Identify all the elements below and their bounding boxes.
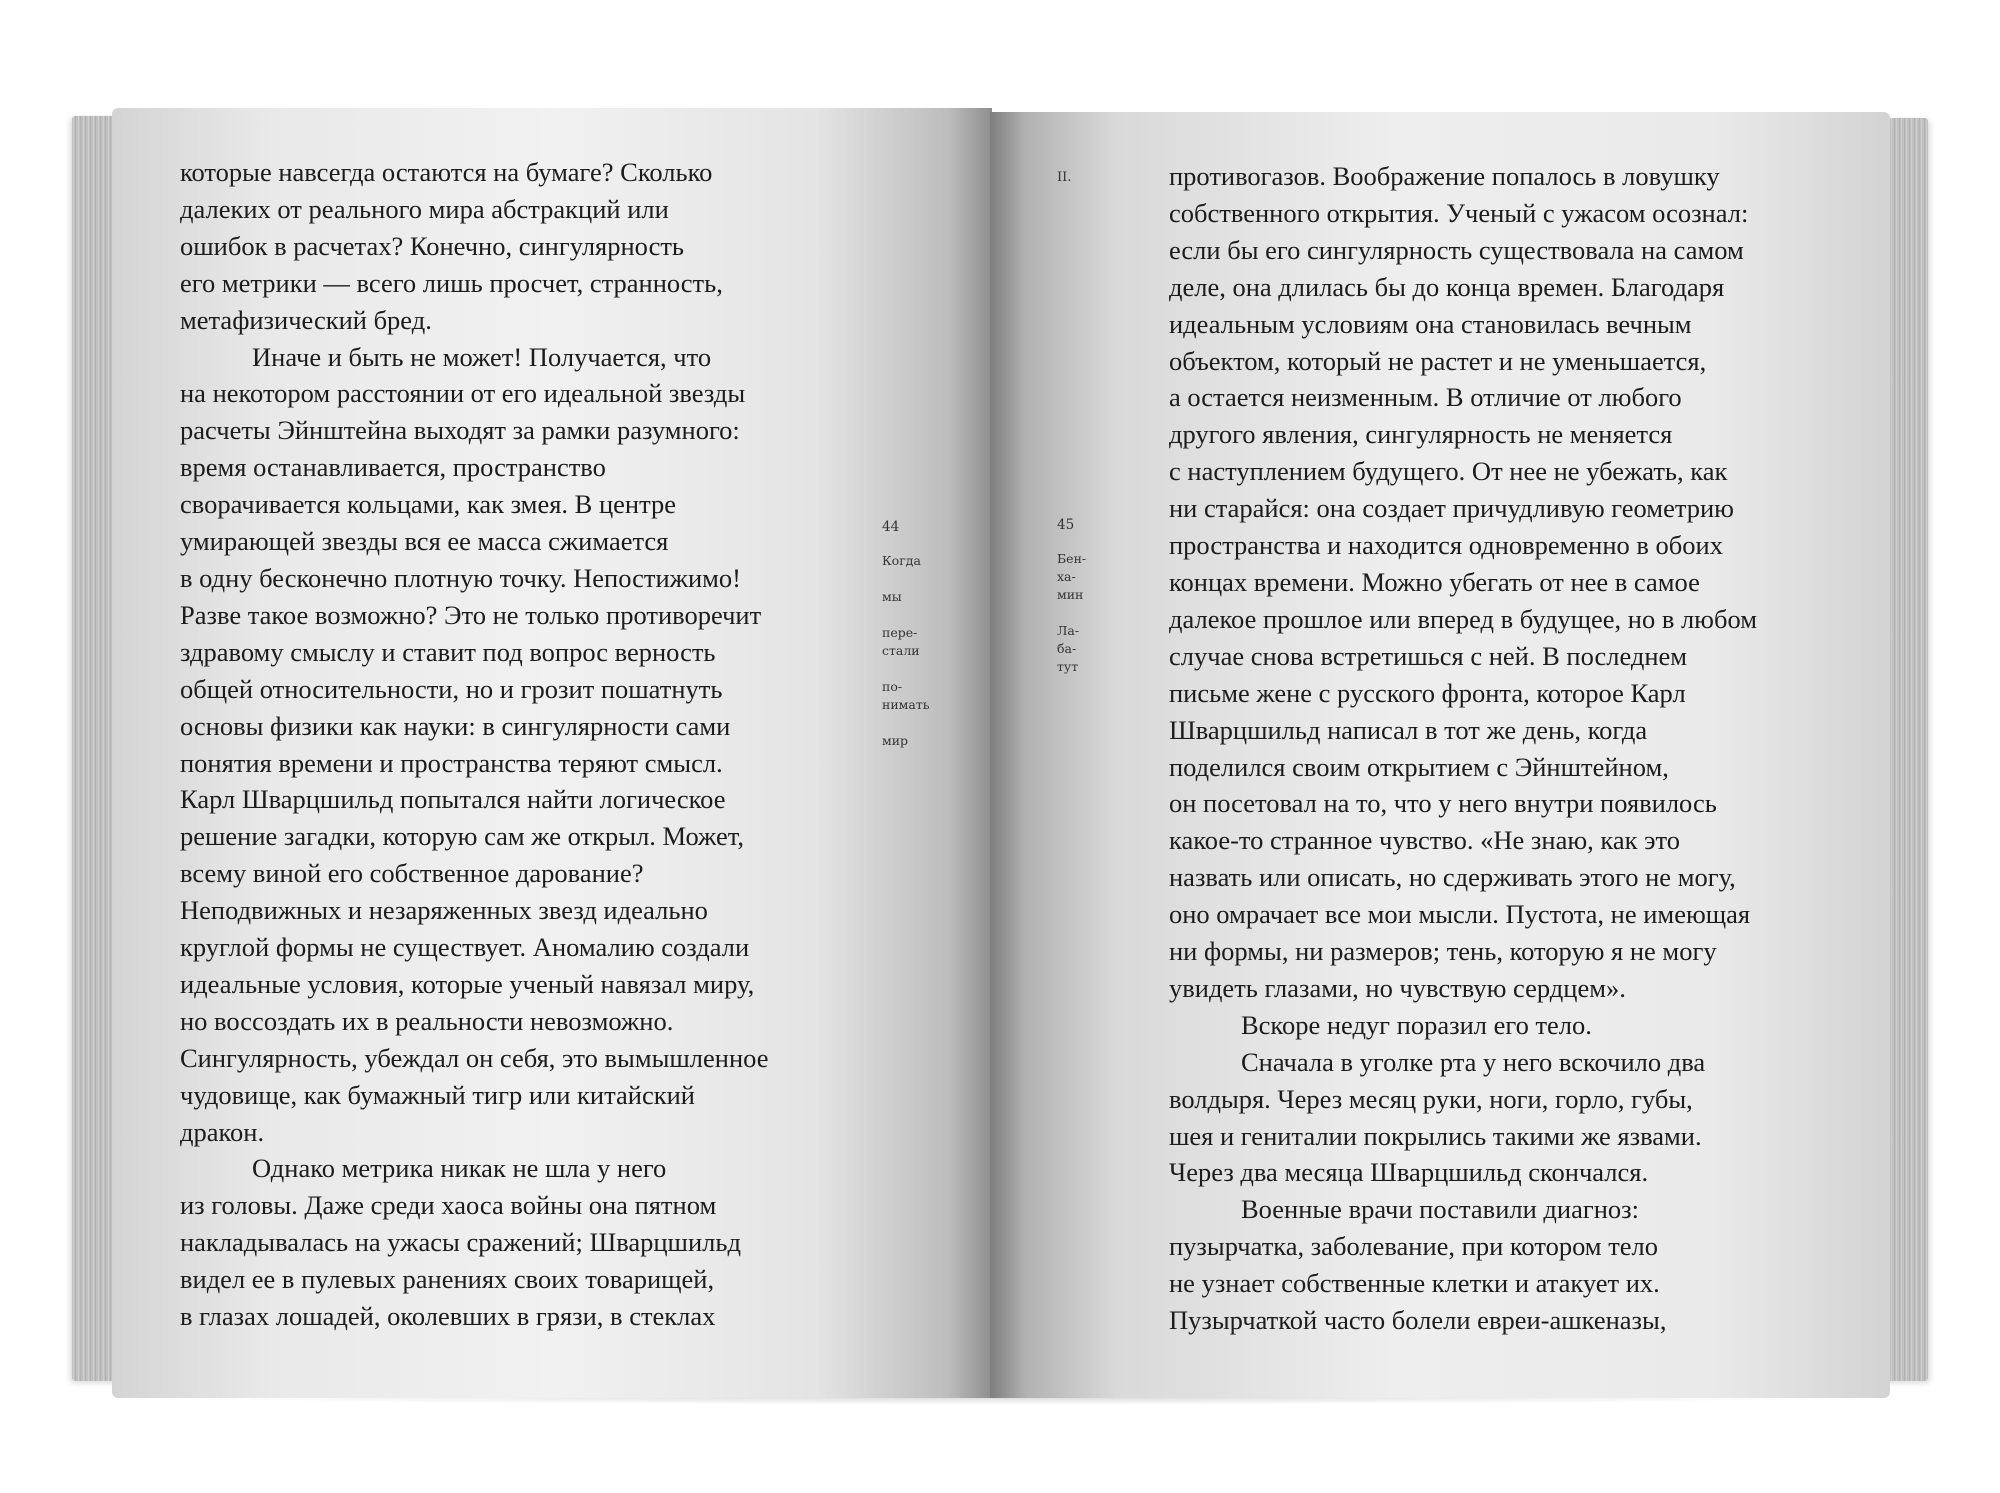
text-line: ни старайся: она создает причудливую геометрию xyxy=(1169,493,1734,524)
text-line: если бы его сингулярность существовала на самом xyxy=(1169,234,1744,265)
text-line: метафизический бред. xyxy=(180,304,432,335)
running-word-part: Ла- xyxy=(1057,623,1080,638)
text-line: ошибок в расчетах? Конечно, сингулярность xyxy=(180,230,685,261)
text-line: Неподвижных и незаряженных звезд идеально xyxy=(180,895,708,926)
text-line: круглой формы не существует. Аномалию создали xyxy=(180,932,750,963)
text-line: случае снова встретишься с ней. В последнем xyxy=(1169,640,1688,671)
text-line: какое-то странное чувство. «Не знаю, как это xyxy=(1169,825,1680,856)
text-line: расчеты Эйнштейна выходят за рамки разумного: xyxy=(180,415,740,446)
text-line: другого явления, сингулярность не меняется xyxy=(1169,419,1673,450)
running-word-part: пере- xyxy=(882,625,918,640)
right-page-margin xyxy=(1057,516,1086,694)
text-line: видел ее в пулевых ранениях своих товарищей, xyxy=(180,1264,715,1295)
text-line: Карл Шварцшильд попытался найти логическое xyxy=(180,784,726,815)
text-line: в глазах лошадей, околевших в грязи, в стеклах xyxy=(180,1301,716,1332)
running-word-part: тут xyxy=(1057,659,1079,674)
text-line: увидеть глазами, но чувствую сердцем». xyxy=(1169,972,1626,1003)
text-line: волдыря. Через месяц руки, ноги, горло, губы, xyxy=(1169,1083,1693,1114)
text-line: далеких от реального мира абстракций или xyxy=(180,193,669,224)
text-line: Через два месяца Шварцшильд скончался. xyxy=(1169,1157,1649,1188)
text-line: поделился своим открытием с Эйнштейном, xyxy=(1169,751,1669,782)
running-word-part: ха- xyxy=(1057,569,1076,584)
text-line: а остается неизменным. В отличие от любого xyxy=(1169,382,1682,413)
text-line: он посетовал на то, что у него внутри появилось xyxy=(1169,788,1717,819)
text-line: письме жене с русского фронта, которое Карл xyxy=(1169,677,1686,708)
text-line: умирающей звезды вся ее масса сжимается xyxy=(180,526,669,557)
text-line: дракон. xyxy=(180,1116,265,1147)
text-line: оно омрачает все мои мысли. Пустота, не имеющая xyxy=(1169,899,1751,930)
text-line: пространства и находится одновременно в обоих xyxy=(1169,530,1723,561)
text-line: накладывалась на ужасы сражений; Шварцшильд xyxy=(180,1227,741,1258)
running-author xyxy=(1057,550,1086,676)
text-line: далекое прошлое или вперед в будущее, но в любом xyxy=(1169,603,1757,634)
text-line: ни формы, ни размеров; тень, которую я не могу xyxy=(1169,936,1717,967)
text-line: его метрики — всего лишь просчет, странность, xyxy=(180,267,723,298)
text-line: которые навсегда остаются на бумаге? Сколько xyxy=(180,157,713,187)
text-line: деле, она длилась бы до конца времен. Благодаря xyxy=(1169,271,1725,302)
text-line: решение загадки, которую сам же открыл. Может, xyxy=(180,821,744,852)
text-line: шея и гениталии покрылись такими же язвами. xyxy=(1169,1120,1702,1151)
text-line: всему виной его собственное дарование? xyxy=(180,858,644,889)
running-word-part: Бен- xyxy=(1057,551,1087,566)
running-word xyxy=(882,732,930,750)
text-line: собственного открытия. Ученый с ужасом осознал: xyxy=(1169,197,1749,228)
text-line: общей относительности, но и грозит пошатнуть xyxy=(180,673,723,704)
running-word-part: по- xyxy=(882,679,903,694)
text-line: в одну бесконечно плотную точку. Непостижимо! xyxy=(180,562,741,593)
running-word xyxy=(1057,550,1086,604)
text-line: чудовище, как бумажный тигр или китайский xyxy=(180,1079,695,1110)
text-line: Военные врачи поставили диагноз: xyxy=(1241,1194,1639,1225)
running-word-part: нимать xyxy=(882,697,930,712)
text-line: Вскоре недуг поразил его тело. xyxy=(1241,1009,1592,1040)
text-line: Шварцшильд написал в тот же день, когда xyxy=(1169,714,1648,745)
right-page-body-text xyxy=(1169,158,1757,1339)
text-line: не узнает собственные клетки и атакует их. xyxy=(1169,1268,1660,1299)
text-line: на некотором расстоянии от его идеальной звезды xyxy=(180,378,746,409)
left-page-margin xyxy=(882,518,930,768)
text-line: Сингулярность, убеждал он себя, это вымышленное xyxy=(180,1042,769,1073)
running-word xyxy=(882,624,930,660)
text-line: назвать или описать, но сдерживать этого не могу, xyxy=(1169,862,1736,893)
text-line: Однако метрика никак не шла у него xyxy=(252,1153,667,1184)
left-page-body-text xyxy=(180,154,769,1335)
text-line: Пузырчаткой часто болели евреи-ашкеназы, xyxy=(1169,1305,1667,1336)
text-line: Разве такое возможно? Это не только противоречит xyxy=(180,599,762,630)
text-line: идеальные условия, которые ученый навязал миру, xyxy=(180,968,755,999)
text-line: время останавливается, пространство xyxy=(180,452,606,483)
running-word xyxy=(882,678,930,714)
text-line: понятия времени и пространства теряют смысл. xyxy=(180,747,723,778)
running-title xyxy=(882,552,930,750)
text-line: концах времени. Можно убегать от нее в самое xyxy=(1169,566,1700,597)
text-line: но воссоздать их в реальности невозможно. xyxy=(180,1005,674,1036)
chapter-number: II. xyxy=(1057,170,1072,185)
text-line: идеальным условиям она становилась вечным xyxy=(1169,308,1692,339)
running-word-part: Когда xyxy=(882,553,921,568)
text-line: из головы. Даже среди хаоса войны она пятном xyxy=(180,1190,717,1221)
right-page-number: 45 xyxy=(1057,517,1075,533)
text-line: здравому смыслу и ставит под вопрос верность xyxy=(180,636,716,667)
running-word-part: стали xyxy=(882,643,920,658)
left-page-number: 44 xyxy=(882,519,900,535)
text-line: Иначе и быть не может! Получается, что xyxy=(252,341,712,372)
text-line: Сначала в уголке рта у него вскочило два xyxy=(1241,1046,1706,1077)
running-word xyxy=(1057,622,1086,676)
running-word-part: ба- xyxy=(1057,641,1077,656)
text-line: противогазов. Воображение попалось в ловушку xyxy=(1169,161,1720,191)
text-line: основы физики как науки: в сингулярности сами xyxy=(180,710,731,741)
running-word xyxy=(882,588,930,606)
text-line: объектом, который не растет и не уменьшается, xyxy=(1169,345,1707,376)
running-word-part: мир xyxy=(882,733,909,748)
text-line: с наступлением будущего. От нее не убежать, как xyxy=(1169,456,1728,487)
running-word-part: мин xyxy=(1057,587,1084,602)
text-line: пузырчатка, заболевание, при котором тело xyxy=(1169,1231,1659,1262)
running-word-part: мы xyxy=(882,589,902,604)
text-line: сворачивается кольцами, как змея. В центре xyxy=(180,489,676,520)
running-word xyxy=(882,552,930,570)
